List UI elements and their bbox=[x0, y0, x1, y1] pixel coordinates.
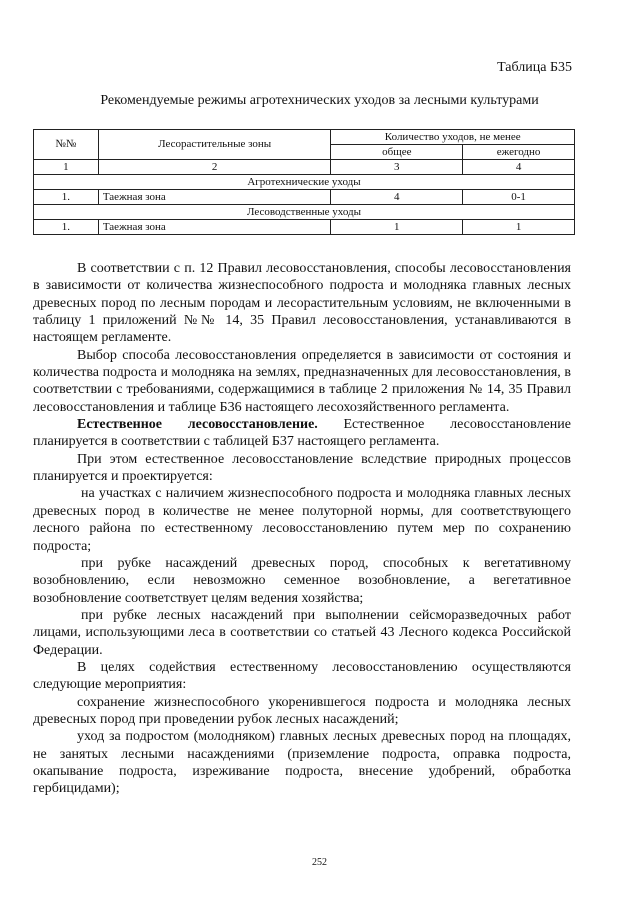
table-section-row bbox=[34, 205, 575, 220]
row-total: 4 bbox=[331, 190, 463, 205]
sub-total-header: общее bbox=[331, 145, 463, 160]
sub-annual-header: ежегодно bbox=[463, 145, 575, 160]
row-total: 1 bbox=[331, 220, 463, 235]
table-row bbox=[34, 190, 575, 205]
index-cell: 1 bbox=[34, 160, 99, 175]
table-index-row bbox=[34, 160, 575, 175]
index-cell: 4 bbox=[463, 160, 575, 175]
list-item: сохранение жизнеспособного укоренившегося подроста и молодняка лесных древесных пород при проведении рубок лесных насаждений; bbox=[33, 694, 571, 727]
bold-heading: Естественное лесовосстановление. bbox=[77, 417, 318, 433]
list-item: при рубке насаждений древесных пород, способных к вегетативному возобновлению, если невозможно семенное возобновление, а вегетативное возобновление соответствует целям ведения хозяйства; bbox=[33, 555, 571, 606]
list-item: уход за подростом (молодняком) главных лесных древесных пород на площадях, не занятых лесными насаждениями (приземление подроста, оправка подроста, окапывание подроста, изреживание подроста, внесение удобрений, обработка гербицидами); bbox=[33, 729, 571, 797]
row-number: 1. bbox=[34, 190, 99, 205]
row-annual: 1 bbox=[463, 220, 575, 235]
recommended-care-table bbox=[33, 129, 575, 235]
paragraph: В соответствии с п. 12 Правил лесовосстановления, способы лесовосстановления в зависимости от количества жизнеспособного подроста и молодняка главных лесных древесных пород по лесным породам и лесорастительным условиям, не включенными в таблицу 1 приложений №№ 14, 35 Правил лесовосстановления, устанавливаются в настоящем регламенте. bbox=[33, 261, 571, 346]
page-number: 252 bbox=[312, 857, 327, 868]
table-row bbox=[34, 220, 575, 235]
list-item: при рубке лесных насаждений при выполнении сейсморазведочных работ лицами, использующими леса в соответствии со статьей 43 Лесного кодекса Российской Федерации. bbox=[33, 607, 571, 658]
paragraph bbox=[33, 416, 571, 451]
table-label: Таблица Б35 bbox=[497, 60, 572, 75]
index-cell: 2 bbox=[98, 160, 331, 175]
col-count-header: Количество уходов, не менее bbox=[331, 130, 575, 145]
table-header-row bbox=[34, 130, 575, 145]
table-title: Рекомендуемые режимы агротехнических уходов за лесными культурами bbox=[100, 93, 539, 108]
body-text bbox=[33, 260, 571, 798]
row-number: 1. bbox=[34, 220, 99, 235]
table-section-row bbox=[34, 175, 575, 190]
paragraph: В целях содействия естественному лесовосстановлению осуществляются следующие мероприятия: bbox=[33, 659, 571, 693]
col-number-header: №№ bbox=[34, 130, 99, 160]
row-zone: Таежная зона bbox=[98, 220, 331, 235]
paragraph: Выбор способа лесовосстановления определяется в зависимости от состояния и количества подроста и молодняка на землях, предназначенных для лесовосстановления, в соответствии с требованиями, содержащимися в таблице 2 приложения № 14, 35 Правил лесовосстановления и таблице Б36 настоящего лесохозяйственного регламента. bbox=[33, 347, 571, 415]
row-annual: 0-1 bbox=[463, 190, 575, 205]
paragraph: При этом естественное лесовосстановление вследствие природных процессов планируется и проектируется: bbox=[33, 451, 571, 485]
col-zone-header: Лесорастительные зоны bbox=[98, 130, 331, 160]
index-cell: 3 bbox=[331, 160, 463, 175]
row-zone: Таежная зона bbox=[98, 190, 331, 205]
section-agrotechnical: Агротехнические уходы bbox=[34, 175, 575, 190]
paragraph-text: Естественное лесовосстановление планируется в соответствии с таблицей Б37 настоящего регламента. bbox=[33, 417, 571, 450]
list-item: на участках с наличием жизнеспособного подроста и молодняка главных лесных древесных пород в количестве не менее полуторной нормы, для соответствующего лесного района по естественному лесовосстановлению путем мер по сохранению подроста; bbox=[33, 486, 571, 554]
section-silvicultural: Лесоводственные уходы bbox=[34, 205, 575, 220]
